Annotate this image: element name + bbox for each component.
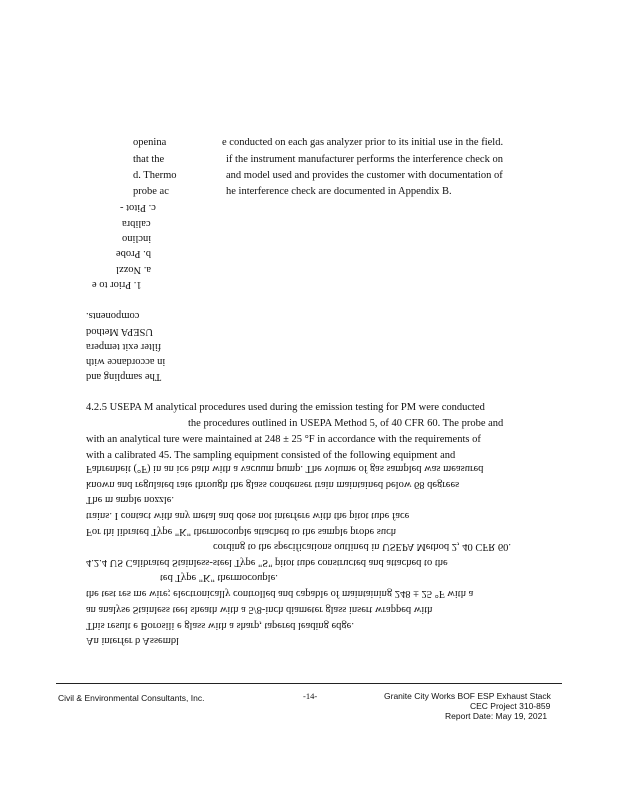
mirrored-line-11: An interfer b Assembl [86, 635, 180, 646]
mirrored-line-3: trains. I contact with any metal and does not interfere with the pitot tube face [86, 510, 410, 521]
rotated-line-10: The sampling and [86, 371, 162, 382]
section-425-line-1: 4.2.5 USEPA M analytical procedures used during the emission testing for PM were conducted [86, 402, 485, 413]
mirrored-line-8: the test res me wire; electronically controlled and capable of maintaining 248 ± 25 °F with a [86, 588, 474, 599]
footer-page-number: -14- [303, 691, 318, 701]
mirrored-line-2: The m ample nozzle. [86, 494, 175, 505]
mirrored-line-5: cording to the specifications outlined in USEPA Method 2, 40 CFR 60. [213, 541, 511, 552]
rotated-line-2: inclino [122, 233, 152, 244]
rotated-line-9: in accordance with [86, 356, 166, 367]
fragment-right-2: and model used and provides the customer with documentation of [226, 170, 503, 181]
fragment-right-1: if the instrument manufacturer performs the interference check on [226, 154, 503, 165]
rotated-line-1: calibra [122, 218, 151, 229]
mirrored-line-0: Fahrenheit (°F) in an ice bath with a vacuum pump. The volume of gas sampled was measured [86, 463, 484, 474]
mirrored-line-1: known and regulated rate through the glass condenser train maintained below 68 degrees [86, 479, 460, 490]
footer-report-date: Report Date: May 19, 2021 [445, 711, 548, 721]
footer-project-title: Granite City Works BOF ESP Exhaust Stack [384, 691, 551, 701]
mirrored-line-7: ted Type "K" thermocouple. [160, 572, 278, 583]
section-425-line-4: with a calibrated 45. The sampling equipment consisted of the following equipment and [86, 450, 456, 461]
fragment-left-0: openina [133, 137, 167, 148]
rotated-line-7: USEPA Method [86, 326, 154, 337]
fragment-left-3: probe ac [133, 186, 169, 197]
footer-rule [56, 683, 562, 684]
mirrored-line-6: 4.2.4 US Calibrated Stainless-steel Type "S" pitot tube constructed and attached to the [86, 557, 448, 568]
fragment-right-0: e conducted on each gas analyzer prior to its initial use in the field. [222, 137, 504, 148]
rotated-line-6: components. [86, 310, 140, 321]
footer-project-number: CEC Project 310-859 [470, 701, 551, 711]
rotated-line-3: b. Probe [116, 248, 151, 259]
section-425-line-3: with an analytical ture were maintained at 248 ± 25 °F in accordance with the requirements of [86, 434, 481, 445]
fragment-right-3: he interference check are documented in Appendix B. [226, 186, 452, 197]
rotated-line-5: 1. Prior to e [92, 279, 142, 290]
mirrored-line-9: an analyse Stainless teel sheath with a 5/8-inch diameter glass insert wrapped with [86, 604, 433, 615]
section-425-line-2: the procedures outlined in USEPA Method 5, of 40 CFR 60. The probe and [188, 418, 504, 429]
footer-company: Civil & Environmental Consultants, Inc. [58, 693, 205, 703]
rotated-line-0: c. Pitot - [120, 202, 156, 213]
fragment-left-1: that the [133, 154, 165, 165]
fragment-left-2: d. Thermo [133, 170, 177, 181]
mirrored-line-10: This result e Borosili e glass with a sharp, tapered leading edge. [86, 620, 354, 631]
rotated-line-8: filter exit tempera [86, 341, 162, 352]
rotated-line-4: a. Nozzl [116, 264, 151, 275]
mirrored-line-4: For thi librated Type "K" thermocouple attached to the sample probe such [86, 526, 397, 537]
